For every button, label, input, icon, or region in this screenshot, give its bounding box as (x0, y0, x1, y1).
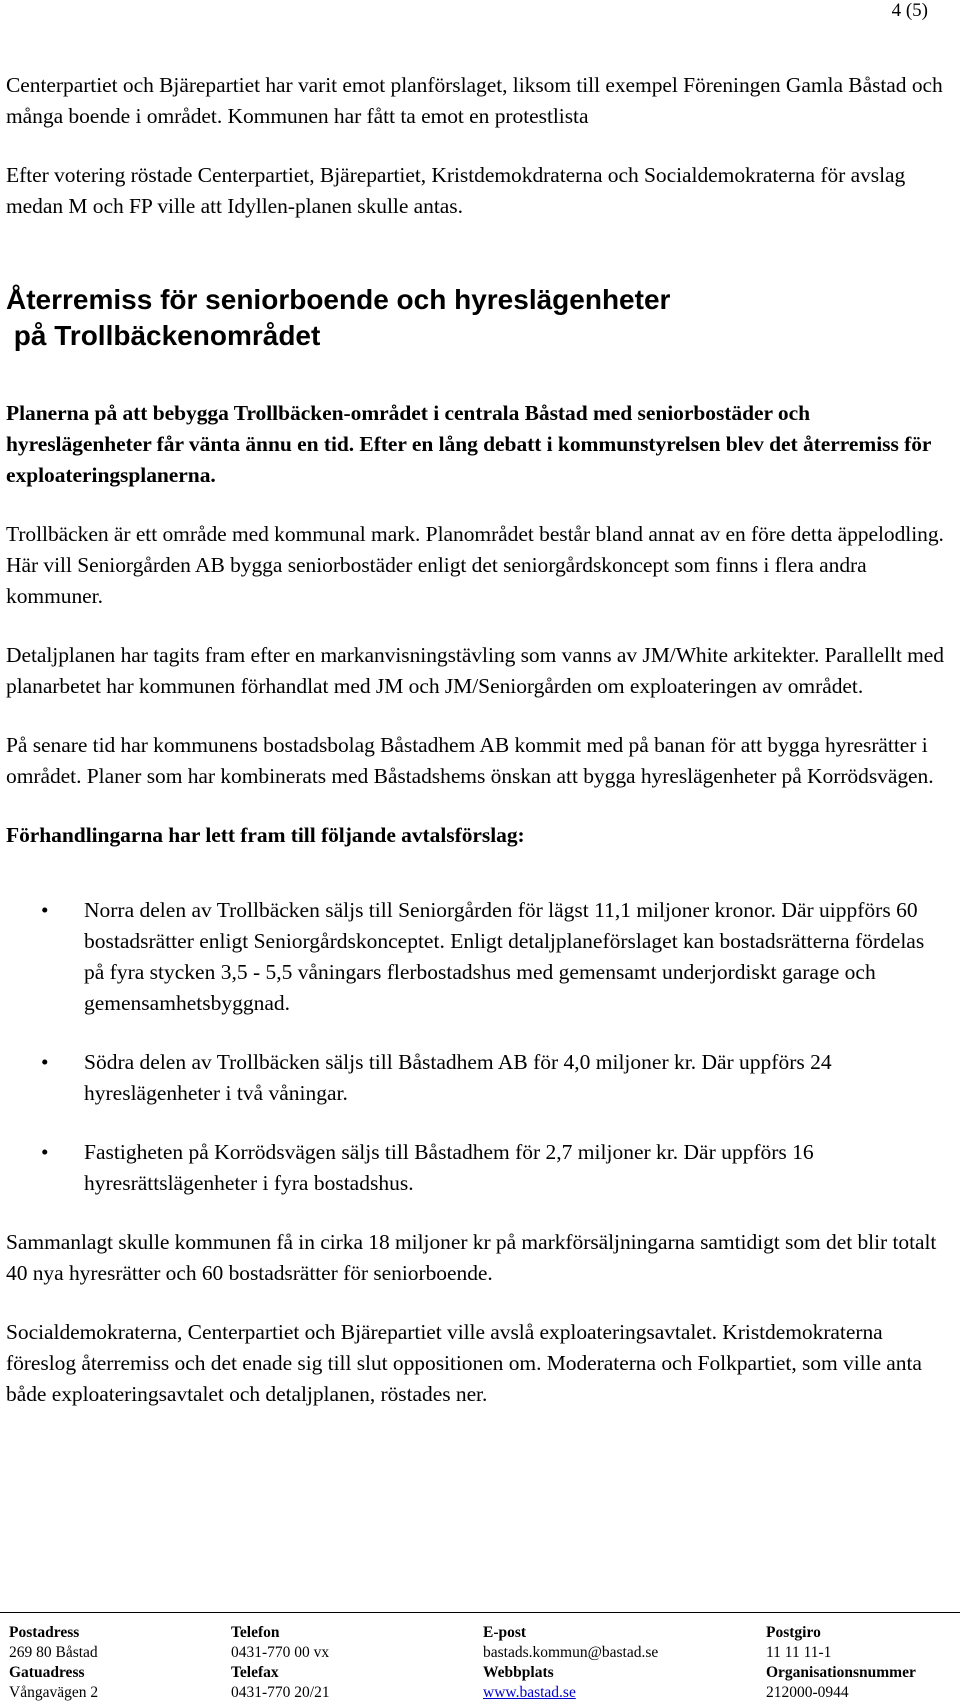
footer-webbplats-link[interactable]: www.bastad.se (483, 1684, 576, 1701)
subheading-avtalsforslag: Förhandlingarna har lett fram till följande avtalsförslag: (6, 823, 525, 847)
section-heading-line-2: på Trollbäckenområdet (6, 320, 321, 351)
paragraph-opposition: Centerpartiet och Bjärepartiet har varit emot planförslaget, liksom till exempel Föreningen Gamla Båstad och många boende i området. Kommunen har fått ta emot en protestlista (6, 73, 943, 128)
list-item-text: Fastigheten på Korrödsvägen säljs till Båstadhem för 2,7 miljoner kr. Där uppförs 16 hyresrättslägenheter i fyra bostadshus. (84, 1140, 814, 1195)
list-item-text: Södra delen av Trollbäcken säljs till Båstadhem AB för 4,0 miljoner kr. Där uppförs 24 hyreslägenheter i två våningar. (84, 1050, 832, 1105)
page-footer (0, 1612, 960, 1703)
footer-gatuadress-label: Gatuadress (9, 1664, 85, 1681)
page-number: 4 (5) (891, 0, 928, 21)
footer-postgiro: 11 11 11-1 (766, 1644, 832, 1661)
bullet-icon: • (41, 1140, 49, 1164)
footer-postgiro-label: Postgiro (766, 1624, 821, 1641)
footer-orgnr-label: Organisationsnummer (766, 1664, 916, 1681)
paragraph-bastadhem: På senare tid har kommunens bostadsbolag Båstadhem AB kommit med på banan för att bygga hyresrätter i området. Planer som har kombinerats med Båstadshems önskan att bygga hyreslägenheter på Korrödsvägen. (6, 733, 934, 788)
list-item (6, 1047, 946, 1109)
bullet-icon: • (41, 1050, 49, 1074)
paragraph-votering: Efter votering röstade Centerpartiet, Bjärepartiet, Kristdemokdraterna och Socialdemokraterna för avslag medan M och FP ville att Idyllen-planen skulle antas. (6, 163, 906, 218)
footer-telefax: 0431-770 20/21 (231, 1684, 330, 1701)
lead-paragraph: Planerna på att bebygga Trollbäcken-området i centrala Båstad med seniorbostäder och hyreslägenheter får vänta ännu en tid. Efter en lång debatt i kommunstyrelsen blev det återremiss för exploateringsplanerna. (6, 401, 931, 487)
section-heading-line-1: Återremiss för seniorboende och hyreslägenheter (6, 284, 671, 315)
footer-orgnr: 212000-0944 (766, 1684, 849, 1701)
footer-webbplats-label: Webbplats (483, 1664, 554, 1681)
footer-postadress: 269 80 Båstad (9, 1644, 98, 1661)
list-item (6, 895, 946, 1019)
paragraph-sammanlagt: Sammanlagt skulle kommunen få in cirka 18 miljoner kr på markförsäljningarna samtidigt som det blir totalt 40 nya hyresrätter och 60 bostadsrätter för seniorboende. (6, 1230, 937, 1285)
footer-epost[interactable]: bastads.kommun@bastad.se (483, 1644, 659, 1661)
footer-epost-label: E-post (483, 1624, 527, 1641)
agreement-list (6, 895, 946, 1199)
footer-telefon: 0431-770 00 vx (231, 1644, 330, 1661)
list-item-text: Norra delen av Trollbäcken säljs till Seniorgården för lägst 11,1 miljoner kronor. Där uippförs 60 bostadsrätter enligt Seniorgårdskonceptet. Enligt detaljplaneförslaget kan bostadsrätterna fördelas på fyra stycken 3,5 - 5,5 våningars flerbostadshus med gemensamt underjordiskt garage och gemensamhetsbyggnad. (84, 898, 925, 1015)
footer-telefax-label: Telefax (231, 1664, 279, 1681)
footer-gatuadress: Vångavägen 2 (9, 1684, 99, 1701)
paragraph-votering-resultat: Socialdemokraterna, Centerpartiet och Bjärepartiet ville avslå exploateringsavtalet. Kristdemokraterna föreslog återremiss och det enade sig till slut oppositionen om. Moderaterna och Folkpartiet, som ville anta både exploateringsavtalet och detaljplanen, röstades ner. (6, 1320, 922, 1406)
paragraph-trollbacken: Trollbäcken är ett område med kommunal mark. Planområdet består bland annat av en före detta äppelodling. Här vill Seniorgården AB bygga seniorbostäder enligt det seniorgårdskoncept som finns i flera andra kommuner. (6, 522, 944, 608)
list-item (6, 1137, 946, 1199)
paragraph-detaljplan: Detaljplanen har tagits fram efter en markanvisningstävling som vanns av JM/White arkitekter. Parallellt med planarbetet har kommunen förhandlat med JM och JM/Seniorgården om exploateringen av området. (6, 643, 944, 698)
bullet-icon: • (41, 898, 49, 922)
footer-postadress-label: Postadress (9, 1624, 80, 1641)
document-body (6, 70, 946, 1410)
footer-telefon-label: Telefon (231, 1624, 280, 1641)
